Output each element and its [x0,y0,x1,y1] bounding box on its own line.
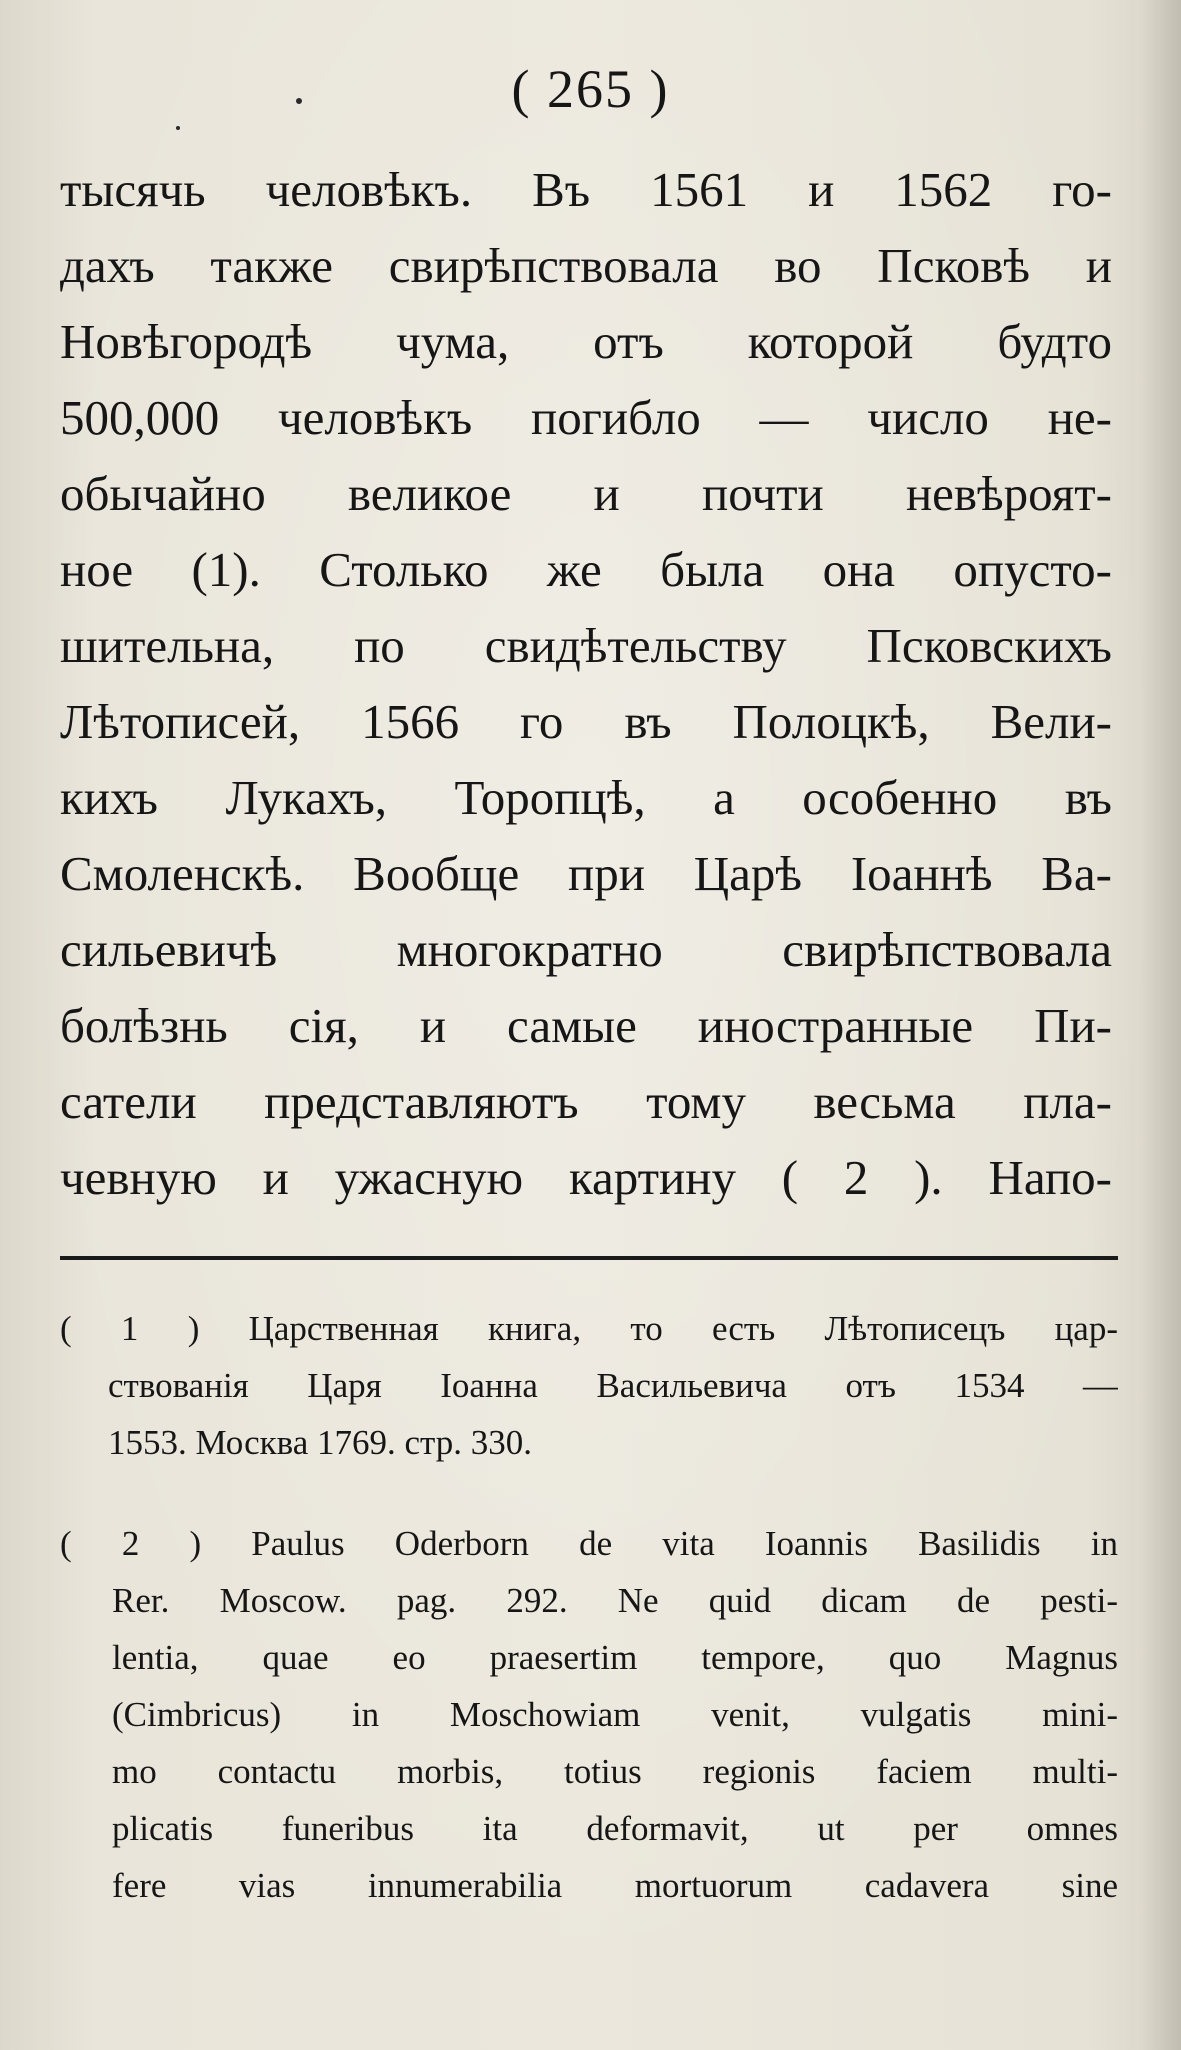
footnote-line: lentia, quae eo praesertim tempore, quo Magnus [112,1638,1118,1677]
text-line: Смоленскѣ. Вообще при Царѣ Іоаннѣ Ва- [60,846,1112,901]
ink-speck [176,126,180,130]
text-line: тысячь человѣкъ. Въ 1561 и 1562 го- [60,162,1112,217]
text-line: Лѣтописей, 1566 го въ Полоцкѣ, Вели- [60,694,1112,749]
footnote-line: fere vias innumerabilia mortuorum cadavera sine [112,1866,1118,1905]
text-line: обычайно великое и почти невѣроят- [60,466,1112,521]
ink-speck [296,98,302,104]
footnote-line: (Cimbricus) in Moschowiam venit, vulgatis mini- [112,1695,1118,1734]
text-line: кихъ Лукахъ, Торопцѣ, а особенно въ [60,770,1112,825]
footnote-line: Rer. Moscow. pag. 292. Ne quid dicam de pesti- [112,1581,1118,1620]
page-edge-shadow [1141,0,1181,2050]
footnote-1 [60,1300,1118,1471]
footnote-line: plicatis funeribus ita deformavit, ut per omnes [112,1809,1118,1848]
text-line: болѣзнь сія, и самые иностранные Пи- [60,998,1112,1053]
text-line: 500,000 человѣкъ погибло — число не- [60,390,1112,445]
text-line: шительна, по свидѣтельству Псковскихъ [60,618,1112,673]
footnote-separator-rule [60,1256,1118,1260]
text-line: Новѣгородѣ чума, отъ которой будто [60,314,1112,369]
text-line: сатели представляютъ тому весьма пла- [60,1074,1112,1129]
text-line: дахъ также свирѣпствовала во Псковѣ и [60,238,1112,293]
footnote-line: mo contactu morbis, totius regionis faciem multi- [112,1752,1118,1791]
page-number: ( 265 ) [511,59,670,119]
footnote-2 [60,1515,1118,1914]
footnote-line: 1553. Москва 1769. стр. 330. [108,1423,533,1462]
footnote-line: ( 2 ) Paulus Oderborn de vita Ioannis Basilidis in [60,1524,1118,1563]
text-line: ное (1). Столько же была она опусто- [60,542,1112,597]
main-text [60,152,1112,1216]
footnote-line: ( 1 ) Царственная книга, то есть Лѣтописецъ цар- [60,1309,1118,1348]
footnote-line: ствованія Царя Іоанна Васильевича отъ 1534 — [108,1366,1118,1405]
text-line: сильевичѣ многократно свирѣпствовала [60,922,1112,977]
text-line: чевную и ужасную картину ( 2 ). Напо- [60,1150,1112,1205]
